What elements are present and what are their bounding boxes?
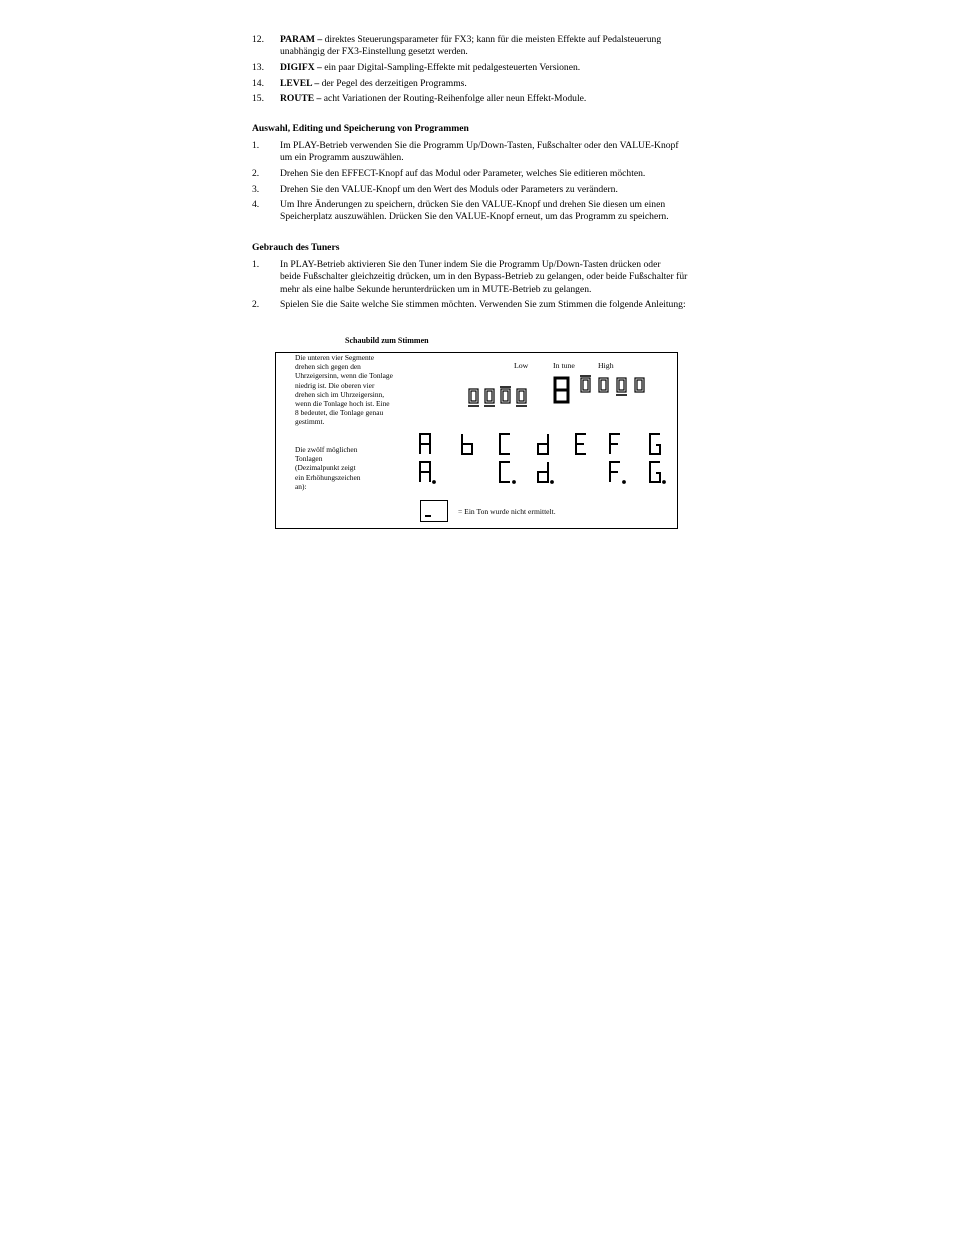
tuner-segment-display (465, 374, 665, 408)
segment-digit (484, 389, 495, 406)
no-tone-symbol-box (420, 500, 448, 522)
label-low: Low (514, 361, 529, 370)
list-number: 15. (252, 93, 264, 104)
note-F-sharp (610, 462, 625, 483)
segment-digit (635, 378, 644, 392)
segment-digit (580, 376, 591, 392)
list-number: 12. (252, 34, 264, 45)
tuner-chart-title: Schaubild zum Stimmen (345, 336, 429, 345)
tuner-description-rotation: Die unteren vier Segmente drehen sich gegen den Uhrzeigersinn, wenn die Tonlage niedrig ist. Die oberen vier drehen sich im Uhrzeigersinn, wenn die Tonlage hoch ist. Eine 8 bedeutet, die Tonlage genau gestimmt. (295, 353, 393, 427)
note-G (650, 434, 660, 454)
note-G-sharp (650, 462, 665, 483)
tuner-description-notes: Die zwölf möglichen Tonlagen (Dezimalpunkt zeigt ein Erhöhungszeichen an): (295, 445, 361, 491)
note-F (610, 434, 620, 454)
tuner-notes-display (412, 430, 678, 490)
note-d (538, 434, 548, 454)
segment-digit (468, 389, 479, 406)
label-high: High (598, 361, 614, 370)
note-A (420, 434, 430, 454)
term: ROUTE – (280, 93, 322, 104)
note-C (500, 434, 510, 454)
list-number: 13. (252, 62, 264, 73)
segment-digit (599, 378, 608, 392)
term: DIGIFX – (280, 62, 322, 73)
section-heading-programs: Auswahl, Editing und Speicherung von Programmen (252, 123, 469, 134)
note-d-sharp (538, 462, 553, 483)
no-tone-legend: = Ein Ton wurde nicht ermittelt. (458, 507, 556, 516)
document-page: 12. PARAM – direktes Steuerungsparameter für FX3; kann für die meisten Effekte auf Pedalsteuerung unabhängig der FX3-Einstellung gesetzt werden. 13. DIGIFX – ein paar Digital-Sampling-Effekte mit pedalgesteuerten Versionen. 14. LEVEL – der Pegel des derzeitigen Programms. 15. ROUTE – acht Variationen der Routing-Reihenfolge aller neun Effekt-Module. Auswahl, Editing und Speicherung von Programmen 1. Im PLAY-Betrieb verwenden Sie die Programm Up/Down-Tasten, Fußschalter oder den VALUE-Knopf um ein Programm auszuwählen. 2. Drehen Sie den EFFECT-Knopf auf das Modul oder Parameter, welches Sie editieren möchten. 3. Drehen Sie den VALUE-Knopf um den Wert des Moduls oder Parameters zu verändern. 4. Um Ihre Änderungen zu speichern, drücken Sie den VALUE-Knopf und drehen Sie diesen um einen Speicherplatz auszuwählen. Drücken Sie den VALUE-Knopf erneut, um das Programm zu speichern. Gebrauch des Tuners 1. In PLAY-Betrieb aktivieren Sie den Tuner indem Sie die Programm Up/Down-Tasten drücken oder beide Fußschalter gleichzeitig drücken, um in den Bypass-Betrieb zu gelangen, oder beide Fußschalter für mehr als eine halbe Sekunde herunterdrücken um in MUTE-Betrieb zu gelangen. 2. Spielen Sie die Saite welche Sie stimmen möchten. Verwenden Sie zum Stimmen die folgende Anleitung: Schaubild zum Stimmen Die unteren vier Segmente drehen sich gegen den Uhrzeigersinn, wenn die Tonlage niedrig ist. Die oberen vier drehen sich im Uhrzeigersinn, wenn die Tonlage hoch ist. Eine 8 bedeutet, die Tonlage genau gestimmt. Die zwölf möglichen Tonlagen (Dezimalpunkt zeigt ein Erhöhungszeichen an): Low In tune High = Ein Ton wurde nicht ermittelt. (0, 0, 954, 1235)
note-E (576, 434, 586, 454)
list-number: 14. (252, 78, 264, 89)
term: PARAM – (280, 34, 323, 45)
segment-digit (516, 389, 527, 406)
section-heading-tuner: Gebrauch des Tuners (252, 242, 340, 253)
no-tone-dash (425, 515, 431, 517)
segment-digit (500, 387, 511, 403)
segment-digit-eight (555, 378, 568, 402)
note-b (462, 434, 472, 454)
note-C-sharp (500, 462, 515, 483)
segment-digit (616, 378, 627, 395)
note-A-sharp (420, 462, 435, 483)
label-in-tune: In tune (553, 361, 575, 370)
term: LEVEL – (280, 78, 320, 89)
